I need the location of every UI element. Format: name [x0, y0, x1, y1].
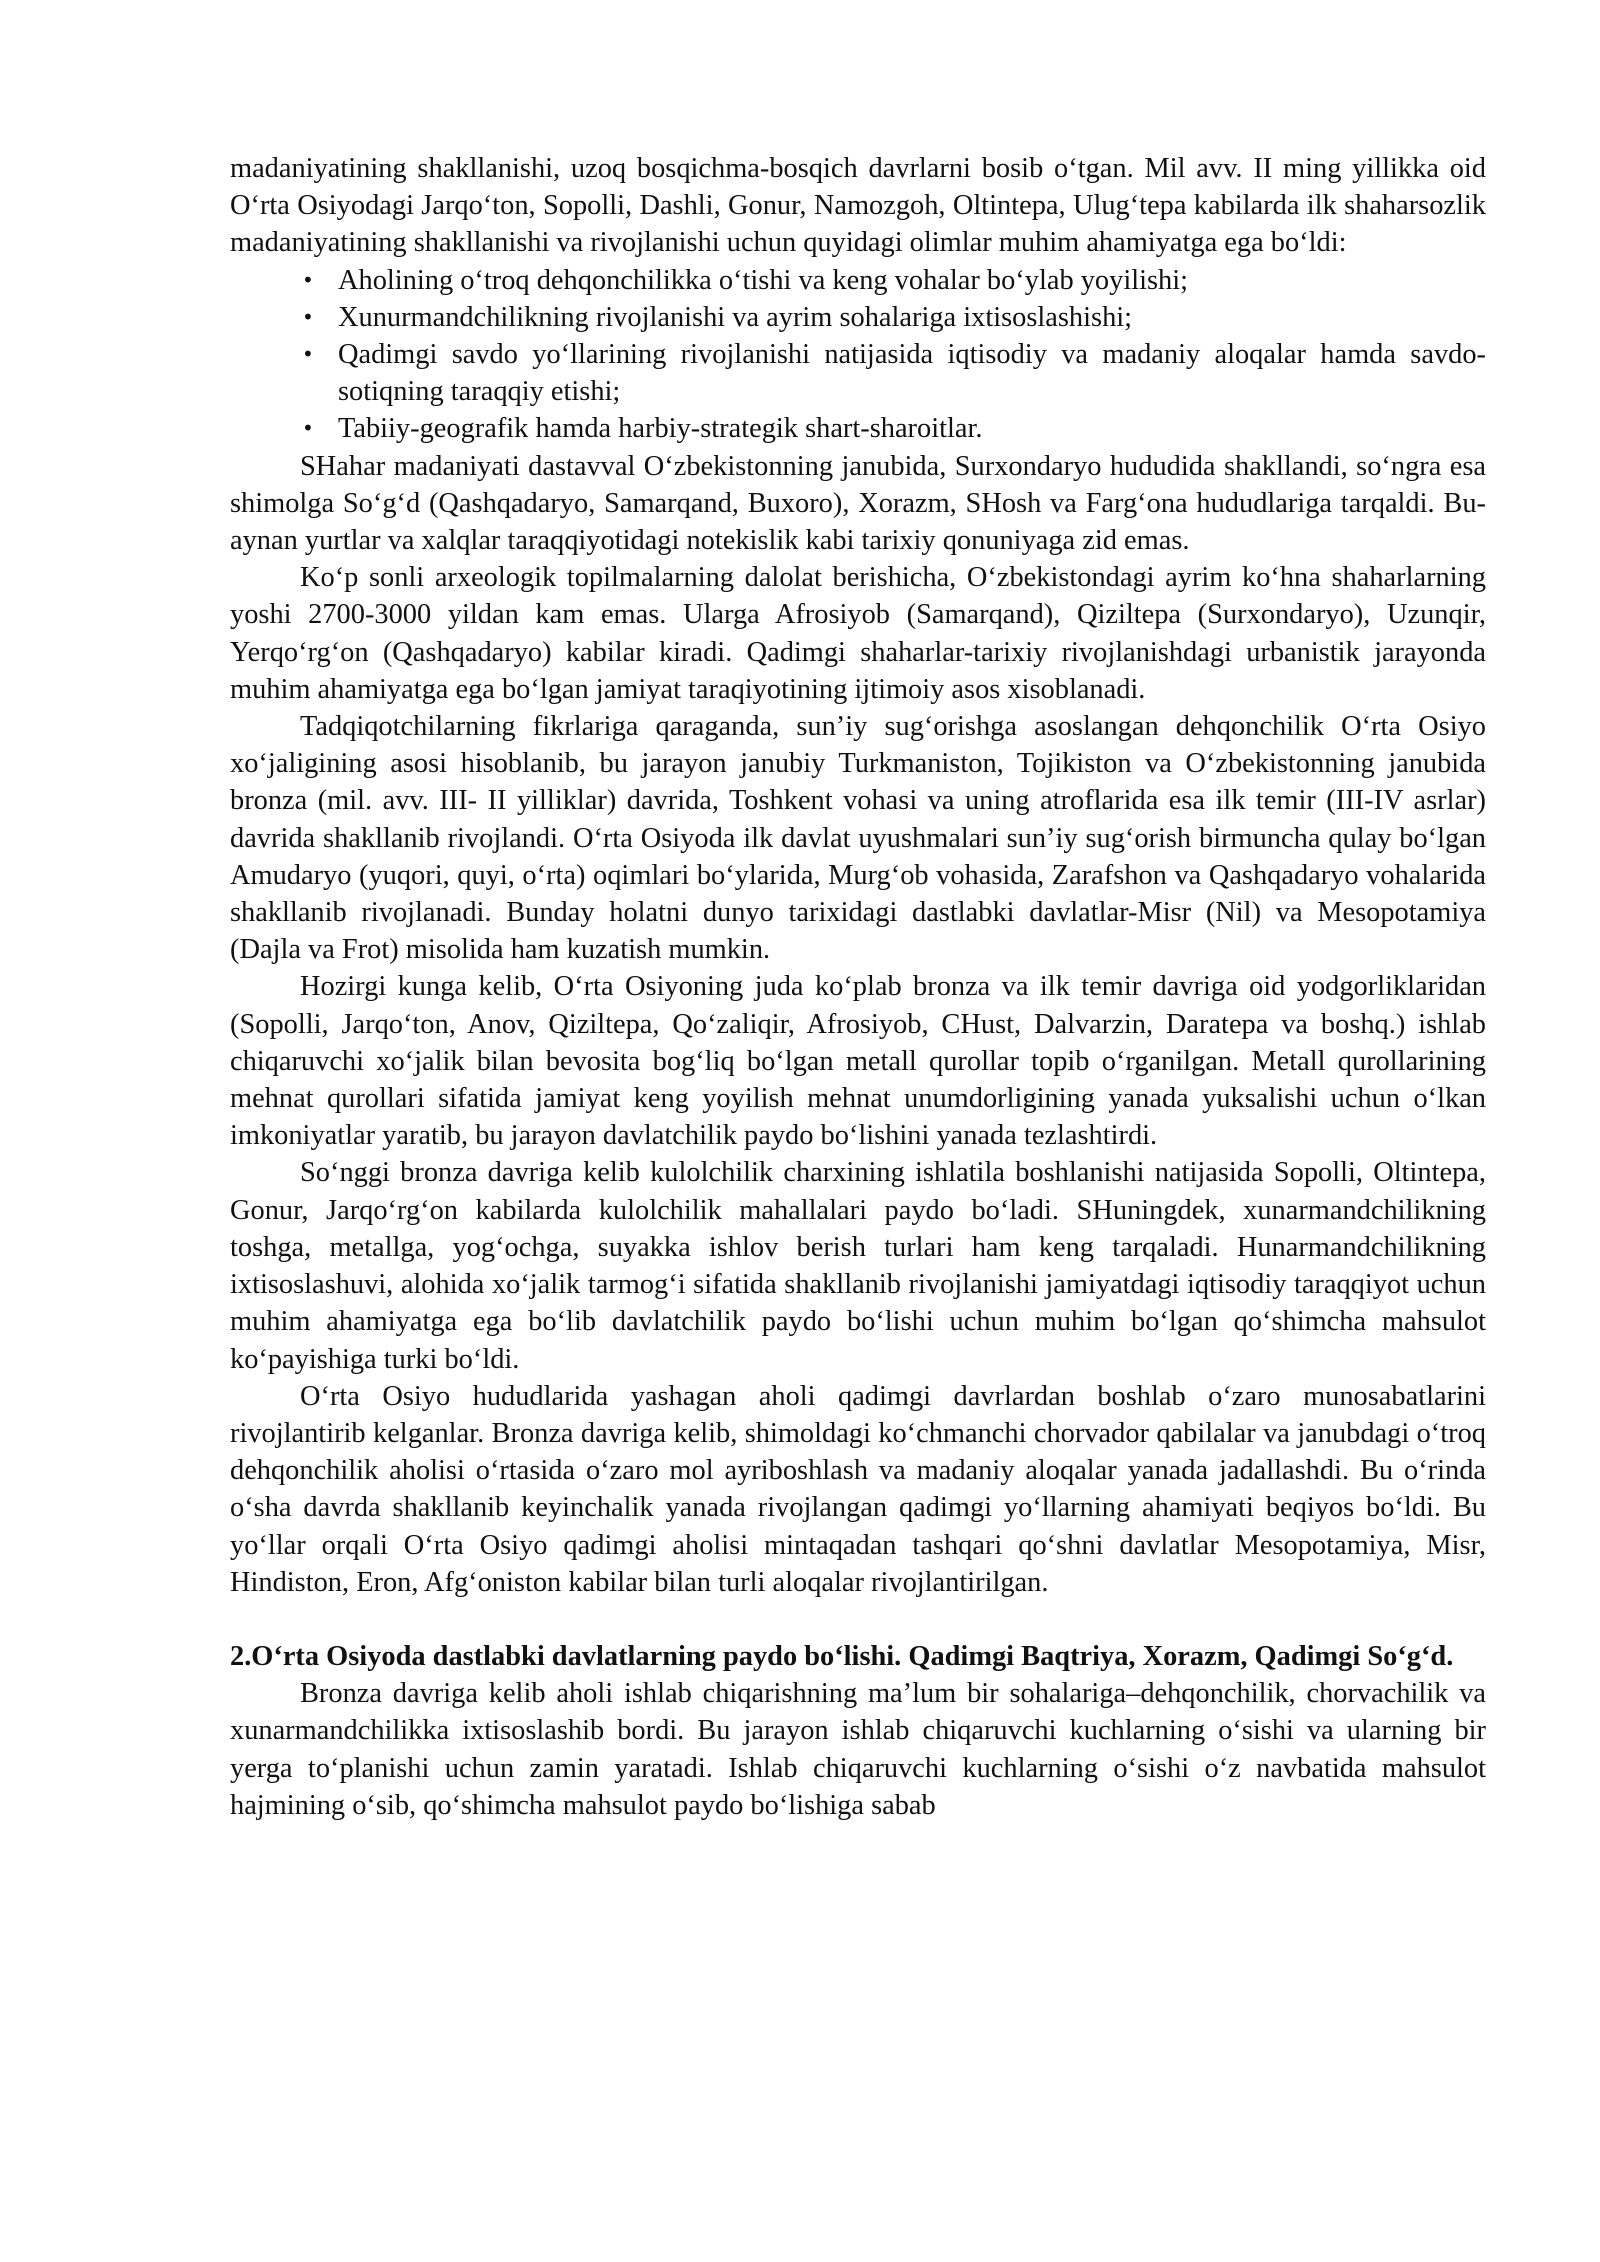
bullet-item — [230, 262, 1486, 299]
body-paragraph: So‘nggi bronza davriga kelib kulolchilik charxining ishlatila boshlanishi natijasida Sopolli, Oltintepa, Gonur, Jarqo‘rg‘on kabilarda kulolchilik mahallalari paydo bo‘ladi. SHuningdek, xunarmandchilikning toshga, metallga, yog‘ochga, suyakka ishlov berish turlari ham keng tarqaladi. Hunarmandchilikning ixtisoslashuvi, alohida xo‘jalik tarmog‘i sifatida shakllanib rivojlanishi jamiyatdagi iqtisodiy taraqqiyot uchun muhim ahamiyatga ega bo‘lib davlatchilik paydo bo‘lishi uchun muhim bo‘lgan qo‘shimcha mahsulot ko‘payishiga turki bo‘ldi. — [230, 1157, 1486, 1375]
section-spacer — [230, 1601, 1486, 1638]
bullet-text: Qadimgi savdo yo‘llarining rivojlanishi natijasida iqtisodiy va madaniy aloqalar hamda savdo-sotiqning taraqqiy etishi; — [338, 339, 1486, 408]
bullet-item — [230, 299, 1486, 336]
body-paragraph: Tadqiqotchilarning fikrlariga qaraganda, sun’iy sug‘orishga asoslangan dehqonchilik O‘rta Osiyo xo‘jaligining asosi hisoblanib, bu jarayon janubiy Turkmaniston, Tojikiston va O‘zbekistonning janubida bronza (mil. avv. III- II yilliklar) davrida, Toshkent vohasi va uning atroflarida esa ilk temir (III-IV asrlar) davrida shakllanib rivojlandi. O‘rta Osiyoda ilk davlat uyushmalari sun’iy sug‘orish birmuncha qulay bo‘lgan Amudaryo (yuqori, quyi, o‘rta) oqimlari bo‘ylarida, Murg‘ob vohasida, Zarafshon va Qashqadaryo vohalarida shakllanib rivojlanadi. Bunday holatni dunyo tarixidagi dastlabki davlatlar-Misr (Nil) va Mesopotamiya (Dajla va Frot) misolida ham kuzatish mumkin. — [230, 711, 1486, 966]
bullet-item — [230, 336, 1486, 410]
bullet-icon: • — [302, 304, 314, 329]
bullet-list — [230, 262, 1486, 448]
bullet-icon: • — [302, 267, 314, 292]
document-page — [230, 150, 1486, 1824]
body-paragraph: Ko‘p sonli arxeologik topilmalarning dalolat berishicha, O‘zbekistondagi ayrim ko‘hna shaharlarning yoshi 2700-3000 yildan kam emas. Ularga Afrosiyob (Samarqand), Qiziltepa (Surxondaryo), Uzunqir, Yerqo‘rg‘on (Qashqadaryo) kabilar kiradi. Qadimgi shaharlar-tarixiy rivojlanishdagi urbanistik jarayonda muhim ahamiyatga ega bo‘lgan jamiyat taraqiyotining ijtimoiy asos xisoblanadi. — [230, 562, 1486, 705]
intro-paragraph: madaniyatining shakllanishi, uzoq bosqichma-bosqich davrlarni bosib o‘tgan. Mil avv. II ming yillikka oid O‘rta Osiyodagi Jarqo‘ton, Sopolli, Dashli, Gonur, Namozgoh, Oltintepa, Ulug‘tepa kabilarda ilk shaharsozlik madaniyatining shakllanishi va rivojlanishi uchun quyidagi olimlar muhim ahamiyatga ega bo‘ldi: — [230, 153, 1486, 259]
bullet-text: Tabiiy-geografik hamda harbiy-strategik shart-sharoitlar. — [338, 413, 983, 445]
body-paragraph: Hozirgi kunga kelib, O‘rta Osiyoning juda ko‘plab bronza va ilk temir davriga oid yodgorliklaridan (Sopolli, Jarqo‘ton, Anov, Qiziltepa, Qo‘zaliqir, Afrosiyob, CHust, Dalvarzin, Daratepa va boshq.) ishlab chiqaruvchi xo‘jalik bilan bevosita bog‘liq bo‘lgan metall qurollar topib o‘rganilgan. Metall qurollarining mehnat qurollari sifatida jamiyat keng yoyilish mehnat unumdorligining yanada yuksalishi uchun o‘lkan imkoniyatlar yaratib, bu jarayon davlatchilik paydo bo‘lishini yanada tezlashtirdi. — [230, 971, 1486, 1152]
bullet-icon: • — [302, 416, 314, 441]
bullet-item — [230, 410, 1486, 447]
bullet-text: Aholining o‘troq dehqonchilikka o‘tishi va keng vohalar bo‘ylab yoyilishi; — [338, 264, 1188, 296]
section-heading: 2.O‘rta Osiyoda dastlabki davlatlarning paydo bo‘lishi. Qadimgi Baqtriya, Xorazm, Qadimgi So‘g‘d. — [230, 1640, 1454, 1672]
body-paragraph: O‘rta Osiyo hududlarida yashagan aholi qadimgi davrlardan boshlab o‘zaro munosabatlarini rivojlantirib kelganlar. Bronza davriga kelib, shimoldagi ko‘chmanchi chorvador qabilalar va janubdagi o‘troq dehqonchilik aholisi o‘rtasida o‘zaro mol ayriboshlash va madaniy aloqalar yanada jadallashdi. Bu o‘rinda o‘sha davrda shakllanib keyinchalik yanada rivojlangan qadimgi yo‘llarning ahamiyati beqiyos bo‘ldi. Bu yo‘llar orqali O‘rta Osiyo qadimgi aholisi mintaqadan tashqari qo‘shni davlatlar Mesopotamiya, Misr, Hindiston, Eron, Afg‘oniston kabilar bilan turli aloqalar rivojlantirilgan. — [230, 1380, 1486, 1598]
bullet-text: Xunurmandchilikning rivojlanishi va ayrim sohalariga ixtisoslashishi; — [338, 301, 1133, 333]
bullet-icon: • — [302, 342, 314, 367]
section-paragraph: Bronza davriga kelib aholi ishlab chiqarishning ma’lum bir sohalariga–dehqonchilik, chorvachilik va xunarmandchilikka ixtisoslashib bordi. Bu jarayon ishlab chiqaruvchi kuchlarning o‘sishi va ularning bir yerga to‘planishi uchun zamin yaratadi. Ishlab chiqaruvchi kuchlarning o‘sishi o‘z navbatida mahsulot hajmining o‘sib, qo‘shimcha mahsulot paydo bo‘lishiga sabab — [230, 1678, 1486, 1821]
body-paragraph: SHahar madaniyati dastavval O‘zbekistonning janubida, Surxondaryo hududida shakllandi, so‘ngra esa shimolga So‘g‘d (Qashqadaryo, Samarqand, Buxoro), Xorazm, SHosh va Farg‘ona hududlariga tarqaldi. Bu-aynan yurtlar va xalqlar taraqqiyotidagi notekislik kabi tarixiy qonuniyaga zid emas. — [230, 450, 1486, 557]
